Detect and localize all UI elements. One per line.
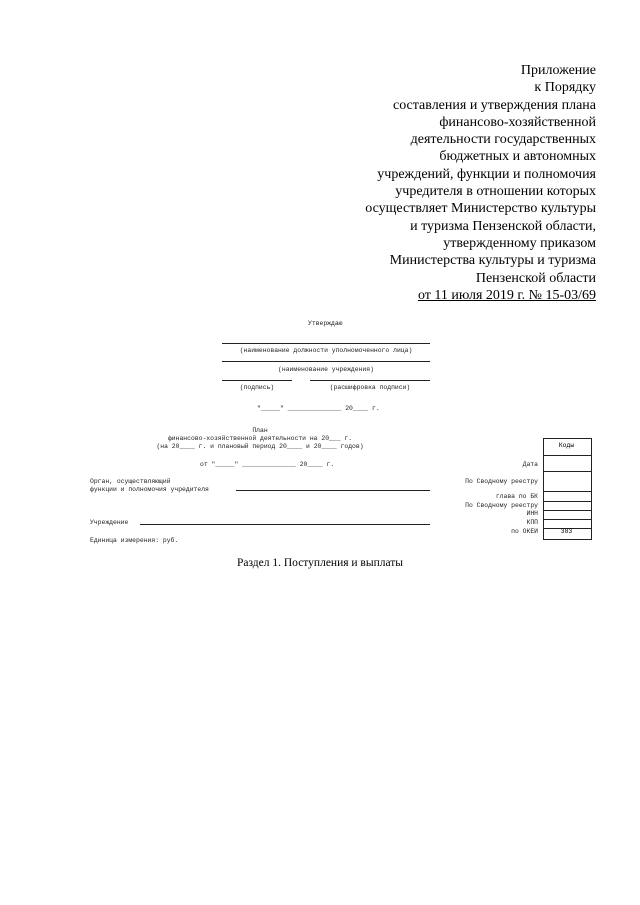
code-label-inn: ИНН [526,510,538,517]
code-label-kpp: КПП [526,519,538,526]
plan-line-1: финансово-хозяйственной деятельности на 20___ г. [167,435,353,442]
signature-line [222,380,292,381]
approval-title: Утверждаю [308,320,343,327]
appendix-line: Приложение [520,63,596,78]
appendix-line: Министерства культуры и туризма [389,253,596,269]
appendix-line: осуществляет Министерство культуры [365,201,596,217]
codes-row-divider [544,471,591,472]
appendix-line: к Порядку [534,80,596,96]
appendix-line: бюджетных и автономных [439,149,596,165]
codes-table [543,438,592,540]
unit-label: Единица измерения: руб. [90,537,179,544]
appendix-line: финансово-хозяйственной [439,114,596,130]
organ-line [236,490,430,491]
codes-row-divider [544,491,591,492]
codes-row-divider [544,501,591,502]
plan-date-line: от "_____" ______________ 20____ г. [200,461,335,468]
decoding-line [310,380,430,381]
code-label-bk-glava: глава по БК [495,493,538,500]
position-caption: (наименование должности уполномоченного лица) [239,347,413,354]
appendix-line: и туризма Пензенской области, [410,218,596,234]
institution-label: Учреждение [90,519,129,526]
appendix-line: деятельности государственных [410,132,596,148]
codes-row-divider [544,455,591,456]
appendix-line: составления и утверждения плана [392,97,596,113]
plan-title: План [252,427,268,434]
institution-caption: (наименование учреждения) [278,366,374,373]
codes-header: Коды [558,442,575,449]
section-title: Раздел 1. Поступления и выплаты [236,557,404,569]
institution-form-line [140,524,430,525]
plan-line-2: (на 20____ г. и плановый период 20____ и 20____ годов) [156,443,364,450]
approval-date-line: "_____" ______________ 20____ г. [257,405,380,412]
appendix-line: утвержденному приказом [443,235,596,251]
appendix-line: учреждений, функции и полномочия [377,166,596,182]
institution-line [222,361,430,362]
order-reference: от 11 июля 2019 г. № 15-03/69 [417,287,596,303]
code-label-okei: по ОКЕИ [511,528,538,535]
code-label-date: Дата [522,461,538,468]
codes-row-divider [544,519,591,520]
organ-label-1: Орган, осуществляющий [90,478,171,485]
codes-row-divider [544,510,591,511]
appendix-line: учредителя в отношении которых [395,184,596,200]
okei-value: 383 [560,528,573,535]
code-label-registry-1: По Сводному реестру [465,478,538,485]
signature-caption: (подпись) [239,384,275,391]
organ-label-2: функции и полномочия учредителя [90,486,209,493]
appendix-header [296,62,596,304]
code-label-registry-2: По Сводному реестру [465,502,538,509]
position-line [222,343,430,344]
decoding-caption: (расшифровка подписи) [329,384,411,391]
appendix-line: Пензенской области [475,270,596,286]
